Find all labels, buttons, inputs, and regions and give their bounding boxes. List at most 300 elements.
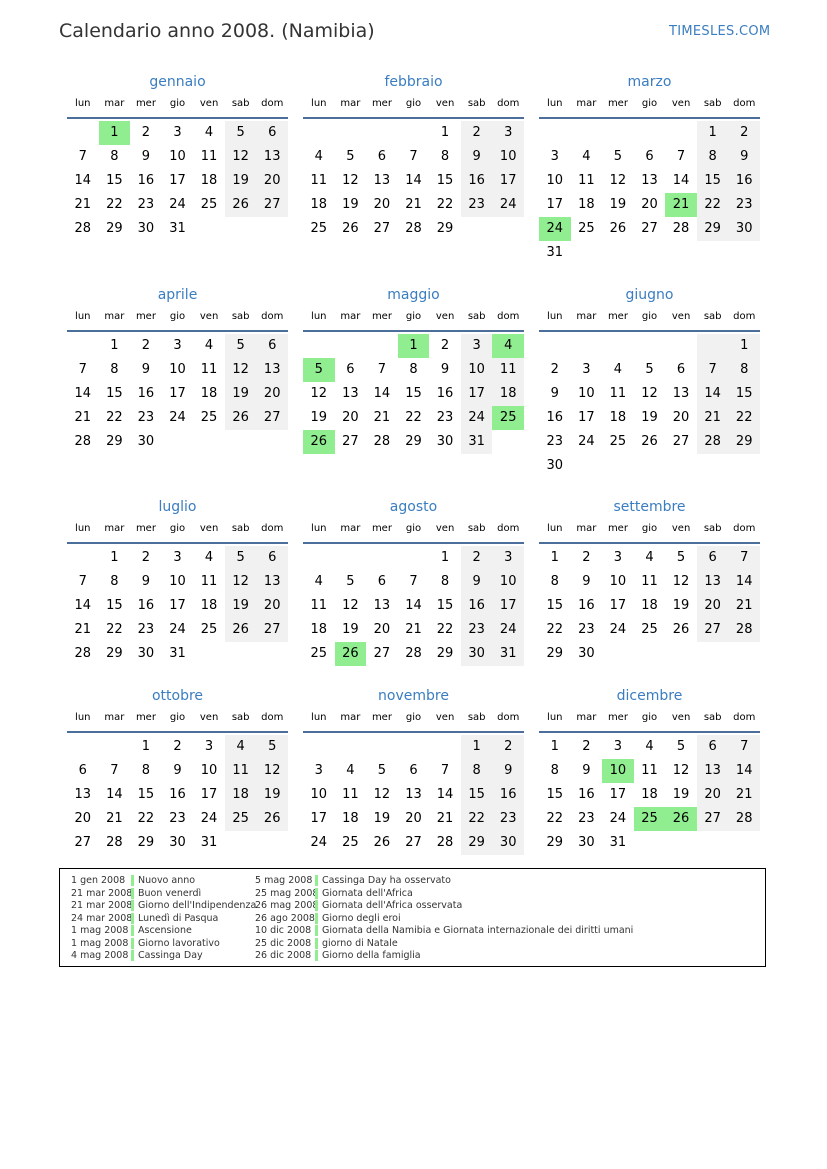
day-cell: 7 [728, 735, 760, 759]
weekday-label: lun [75, 712, 91, 723]
day-cell: 20 [256, 169, 288, 193]
day-cell: 27 [342, 434, 359, 449]
day-cell: 25 [609, 434, 627, 449]
day-cell: 29 [106, 221, 123, 236]
month-title: settembre [613, 499, 686, 515]
weekday-label: mar [576, 98, 597, 109]
weekday-label: mer [607, 311, 628, 322]
empty-cell [665, 334, 697, 358]
day-grid [67, 334, 288, 454]
day-cell: 7 [409, 574, 418, 589]
weekday-label: gio [169, 311, 186, 322]
day-cell: 12 [342, 173, 359, 188]
weekday-label: dom [261, 712, 284, 723]
day-cell: 7 [676, 149, 686, 164]
month-marzo [539, 72, 760, 265]
day-cell: 5 [645, 362, 654, 377]
legend-entry [71, 888, 256, 901]
day-cell: 23 [728, 193, 760, 217]
day-cell: 21 [405, 197, 422, 212]
day-cell: 28 [405, 646, 422, 661]
legend-name: Giornata della Namibia e Giornata internazionale dei diritti umani [315, 925, 633, 936]
day-cell: 15 [697, 169, 729, 193]
day-cell: 14 [728, 570, 760, 594]
weekday-header [303, 520, 524, 544]
empty-cell [429, 735, 461, 759]
day-cell: 22 [697, 193, 729, 217]
day-cell: 2 [141, 125, 151, 140]
legend-entry [255, 913, 633, 926]
day-cell: 18 [641, 598, 658, 613]
day-cell: 28 [728, 807, 760, 831]
day-cell: 21 [106, 811, 123, 826]
day-grid [67, 735, 288, 855]
weekday-label: mer [135, 523, 156, 534]
day-cell: 29 [137, 835, 155, 850]
day-cell: 22 [461, 807, 493, 831]
day-grid [303, 735, 524, 855]
weekday-label: ven [435, 523, 455, 534]
day-cell: 31 [492, 642, 524, 666]
day-cell: 22 [405, 410, 422, 425]
brand-link[interactable]: TIMESLES.COM [669, 24, 771, 39]
legend-entry [255, 950, 633, 963]
day-cell: 30 [546, 458, 564, 473]
weekday-label: mer [135, 311, 156, 322]
day-cell: 9 [582, 763, 591, 778]
day-cell: 15 [405, 386, 422, 401]
day-cell: 10 [169, 362, 186, 377]
day-cell: 23 [578, 622, 595, 637]
weekday-label: gio [405, 712, 422, 723]
day-cell: 2 [440, 338, 450, 353]
holiday-day-cell: 26 [665, 807, 697, 831]
weekday-label: lun [547, 712, 563, 723]
day-cell: 21 [74, 622, 92, 637]
weekday-label: mer [371, 311, 392, 322]
day-cell: 2 [728, 121, 760, 145]
day-cell: 8 [110, 149, 119, 164]
month-maggio [303, 285, 524, 454]
weekday-label: sab [231, 712, 250, 723]
day-grid [539, 334, 760, 478]
day-cell: 25 [200, 197, 218, 212]
day-cell: 3 [461, 334, 493, 358]
day-cell: 15 [461, 783, 493, 807]
month-novembre [303, 686, 524, 855]
day-cell: 8 [550, 763, 559, 778]
day-cell: 12 [609, 173, 627, 188]
empty-cell [303, 735, 335, 759]
weekday-label: sab [231, 98, 250, 109]
day-cell: 2 [582, 739, 591, 754]
month-luglio [67, 497, 288, 666]
day-cell: 17 [310, 811, 328, 826]
day-cell: 2 [461, 546, 493, 570]
day-cell: 2 [141, 338, 151, 353]
day-cell: 20 [641, 197, 658, 212]
day-cell: 24 [310, 835, 328, 850]
day-cell: 1 [550, 550, 559, 565]
day-cell: 11 [225, 759, 257, 783]
day-cell: 21 [74, 197, 92, 212]
day-cell: 9 [141, 574, 151, 589]
day-cell: 14 [74, 173, 92, 188]
month-title: novembre [378, 688, 449, 704]
day-cell: 12 [672, 574, 690, 589]
month-title: gennaio [149, 74, 206, 90]
day-cell: 10 [461, 358, 493, 382]
day-cell: 11 [310, 598, 328, 613]
day-cell: 26 [225, 406, 257, 430]
day-cell: 11 [342, 787, 359, 802]
day-cell: 18 [200, 386, 218, 401]
weekday-label: dom [497, 712, 520, 723]
legend-date: 25 mag 2008 [255, 887, 319, 899]
day-cell: 14 [728, 759, 760, 783]
day-cell: 19 [373, 811, 391, 826]
day-cell: 12 [310, 386, 328, 401]
day-cell: 20 [342, 410, 359, 425]
day-cell: 23 [546, 434, 564, 449]
day-cell: 12 [672, 763, 690, 778]
day-cell: 28 [373, 434, 391, 449]
month-agosto [303, 497, 524, 666]
day-cell: 18 [200, 173, 218, 188]
day-cell: 14 [106, 787, 123, 802]
day-cell: 20 [672, 410, 690, 425]
day-grid [303, 121, 524, 241]
day-cell: 15 [546, 598, 564, 613]
day-cell: 22 [106, 622, 123, 637]
empty-cell [303, 121, 335, 145]
empty-cell [539, 334, 571, 358]
day-cell: 21 [728, 594, 760, 618]
day-cell: 28 [74, 434, 92, 449]
day-cell: 11 [641, 763, 658, 778]
day-cell: 1 [440, 125, 450, 140]
empty-cell [67, 334, 99, 358]
day-cell: 2 [173, 739, 182, 754]
empty-cell [366, 735, 398, 759]
day-cell: 9 [440, 362, 450, 377]
empty-cell [335, 735, 367, 759]
day-cell: 30 [137, 221, 155, 236]
month-title: dicembre [616, 688, 683, 704]
day-cell: 2 [141, 550, 151, 565]
empty-cell [366, 546, 398, 570]
day-cell: 1 [550, 739, 559, 754]
day-grid [539, 735, 760, 855]
month-title: aprile [157, 287, 198, 303]
day-cell: 25 [310, 221, 328, 236]
day-cell: 8 [110, 362, 119, 377]
holiday-day-cell: 21 [665, 193, 697, 217]
weekday-label: mar [576, 311, 597, 322]
day-cell: 29 [728, 430, 760, 454]
holiday-day-cell: 25 [634, 807, 666, 831]
empty-cell [303, 334, 335, 358]
day-cell: 7 [440, 763, 450, 778]
day-cell: 5 [346, 149, 355, 164]
weekday-label: lun [75, 98, 91, 109]
day-cell: 7 [697, 358, 729, 382]
day-cell: 5 [225, 334, 257, 358]
day-cell: 3 [173, 338, 182, 353]
day-cell: 13 [697, 570, 729, 594]
weekday-label: lun [547, 98, 563, 109]
legend-date: 5 mag 2008 [255, 875, 313, 886]
empty-cell [99, 735, 131, 759]
day-cell: 17 [609, 787, 627, 802]
day-cell: 13 [641, 173, 658, 188]
day-cell: 31 [546, 245, 564, 260]
day-cell: 9 [550, 386, 559, 401]
day-cell: 13 [373, 173, 391, 188]
weekday-label: lun [311, 98, 327, 109]
day-cell: 4 [204, 338, 214, 353]
day-cell: 16 [169, 787, 186, 802]
day-cell: 22 [436, 197, 454, 212]
day-cell: 14 [74, 598, 92, 613]
day-cell: 6 [377, 149, 387, 164]
day-cell: 25 [310, 646, 328, 661]
weekday-label: gio [641, 712, 658, 723]
legend-name: Cassinga Day [131, 950, 203, 961]
empty-cell [539, 121, 571, 145]
weekday-label: ven [199, 98, 219, 109]
day-cell: 17 [492, 169, 524, 193]
weekday-label: gio [641, 311, 658, 322]
weekday-label: sab [467, 311, 486, 322]
day-cell: 28 [74, 646, 92, 661]
day-cell: 13 [342, 386, 359, 401]
weekday-label: ven [199, 311, 219, 322]
legend-entry [71, 925, 256, 938]
day-cell: 16 [436, 386, 454, 401]
day-cell: 19 [342, 622, 359, 637]
weekday-label: ven [435, 712, 455, 723]
day-cell: 17 [169, 386, 186, 401]
day-cell: 11 [310, 173, 328, 188]
day-cell: 26 [641, 434, 658, 449]
empty-cell [398, 735, 430, 759]
day-cell: 30 [169, 835, 186, 850]
day-cell: 22 [546, 811, 564, 826]
day-cell: 27 [373, 221, 391, 236]
day-cell: 7 [78, 149, 87, 164]
month-title: maggio [387, 287, 440, 303]
day-cell: 4 [346, 763, 355, 778]
day-cell: 31 [609, 835, 627, 850]
day-cell: 6 [697, 546, 729, 570]
day-cell: 11 [492, 358, 524, 382]
empty-cell [634, 121, 666, 145]
day-cell: 26 [225, 618, 257, 642]
day-cell: 2 [550, 362, 559, 377]
day-cell: 15 [436, 598, 454, 613]
empty-cell [398, 546, 430, 570]
day-cell: 29 [106, 434, 123, 449]
holiday-day-cell: 1 [99, 121, 131, 145]
weekday-label: ven [199, 523, 219, 534]
legend-date: 24 mar 2008 [71, 912, 133, 924]
day-cell: 14 [697, 382, 729, 406]
day-cell: 3 [204, 739, 214, 754]
month-ottobre [67, 686, 288, 855]
weekday-label: lun [547, 311, 563, 322]
day-cell: 8 [440, 149, 450, 164]
empty-cell [366, 121, 398, 145]
weekday-header [539, 308, 760, 332]
day-cell: 1 [461, 735, 493, 759]
day-cell: 14 [405, 598, 422, 613]
weekday-label: ven [671, 523, 691, 534]
weekday-label: mer [371, 523, 392, 534]
day-cell: 5 [676, 550, 686, 565]
day-cell: 16 [728, 169, 760, 193]
weekday-label: lun [311, 523, 327, 534]
legend-date: 26 dic 2008 [255, 950, 312, 961]
day-cell: 29 [461, 831, 493, 855]
day-cell: 6 [409, 763, 418, 778]
weekday-label: ven [671, 712, 691, 723]
empty-cell [67, 735, 99, 759]
day-cell: 28 [74, 221, 92, 236]
day-cell: 8 [440, 574, 450, 589]
day-cell: 9 [582, 574, 591, 589]
day-cell: 12 [225, 358, 257, 382]
day-cell: 6 [697, 735, 729, 759]
day-cell: 15 [106, 173, 123, 188]
day-cell: 10 [169, 149, 186, 164]
empty-cell [602, 121, 634, 145]
day-cell: 31 [461, 430, 493, 454]
day-cell: 17 [200, 787, 218, 802]
weekday-label: ven [435, 311, 455, 322]
legend-entry [71, 900, 256, 913]
day-cell: 27 [256, 193, 288, 217]
day-cell: 14 [672, 173, 690, 188]
weekday-label: gio [405, 523, 422, 534]
legend-date: 1 gen 2008 [71, 875, 126, 886]
holiday-day-cell: 10 [602, 759, 634, 783]
day-cell: 31 [200, 835, 218, 850]
legend-entry [71, 913, 256, 926]
holiday-day-cell: 24 [539, 217, 571, 241]
day-cell: 26 [225, 193, 257, 217]
weekday-label: mer [607, 523, 628, 534]
day-cell: 3 [492, 546, 524, 570]
day-cell: 23 [492, 807, 524, 831]
day-cell: 6 [256, 121, 288, 145]
legend-entry [255, 925, 633, 938]
day-cell: 30 [578, 835, 595, 850]
day-cell: 16 [492, 783, 524, 807]
day-cell: 28 [436, 835, 454, 850]
weekday-label: ven [435, 98, 455, 109]
day-cell: 10 [492, 570, 524, 594]
weekday-header [303, 709, 524, 733]
holiday-day-cell: 5 [303, 358, 335, 382]
day-cell: 17 [461, 382, 493, 406]
day-cell: 10 [609, 574, 627, 589]
day-cell: 24 [578, 434, 595, 449]
day-cell: 16 [461, 169, 493, 193]
legend-entry [71, 950, 256, 963]
empty-cell [335, 546, 367, 570]
weekday-header [67, 308, 288, 332]
day-cell: 26 [256, 807, 288, 831]
day-cell: 22 [106, 410, 123, 425]
day-cell: 27 [697, 807, 729, 831]
day-cell: 18 [310, 197, 328, 212]
day-cell: 5 [346, 574, 355, 589]
day-cell: 16 [137, 173, 155, 188]
page-title: Calendario anno 2008. (Namibia) [59, 20, 375, 42]
day-cell: 15 [106, 598, 123, 613]
day-cell: 14 [74, 386, 92, 401]
day-cell: 24 [169, 197, 186, 212]
weekday-label: mar [576, 712, 597, 723]
weekday-label: dom [497, 98, 520, 109]
empty-cell [335, 121, 367, 145]
day-cell: 20 [256, 594, 288, 618]
weekday-label: mar [104, 523, 125, 534]
day-cell: 3 [582, 362, 591, 377]
legend-name: Lunedì di Pasqua [131, 913, 218, 924]
weekday-header [67, 95, 288, 119]
day-cell: 9 [461, 145, 493, 169]
day-cell: 9 [141, 362, 151, 377]
day-cell: 1 [110, 550, 119, 565]
empty-cell [634, 334, 666, 358]
weekday-label: mar [340, 712, 361, 723]
legend-name: Giorno dell'Indipendenza [131, 900, 256, 911]
weekday-header [67, 520, 288, 544]
legend-name: Buon venerdì [131, 888, 201, 899]
day-cell: 25 [641, 622, 658, 637]
legend-entry [255, 875, 633, 888]
holiday-day-cell: 1 [398, 334, 430, 358]
day-cell: 10 [546, 173, 564, 188]
day-cell: 27 [256, 406, 288, 430]
day-cell: 6 [256, 334, 288, 358]
day-cell: 30 [578, 646, 595, 661]
day-cell: 18 [342, 811, 359, 826]
legend-date: 1 mag 2008 [71, 937, 129, 949]
day-cell: 4 [314, 149, 323, 164]
legend-name: Giorno degli eroi [315, 913, 401, 924]
day-cell: 25 [342, 835, 359, 850]
day-cell: 15 [436, 173, 454, 188]
weekday-label: mer [607, 98, 628, 109]
day-cell: 20 [373, 622, 391, 637]
day-cell: 14 [405, 173, 422, 188]
day-cell: 4 [582, 149, 591, 164]
empty-cell [303, 546, 335, 570]
weekday-header [303, 308, 524, 332]
day-cell: 25 [578, 221, 595, 236]
day-cell: 23 [461, 193, 493, 217]
weekday-label: dom [733, 523, 756, 534]
day-cell: 7 [78, 362, 87, 377]
day-cell: 1 [440, 550, 450, 565]
day-cell: 29 [546, 835, 564, 850]
month-febbraio [303, 72, 524, 241]
day-cell: 8 [110, 574, 119, 589]
day-cell: 28 [728, 618, 760, 642]
